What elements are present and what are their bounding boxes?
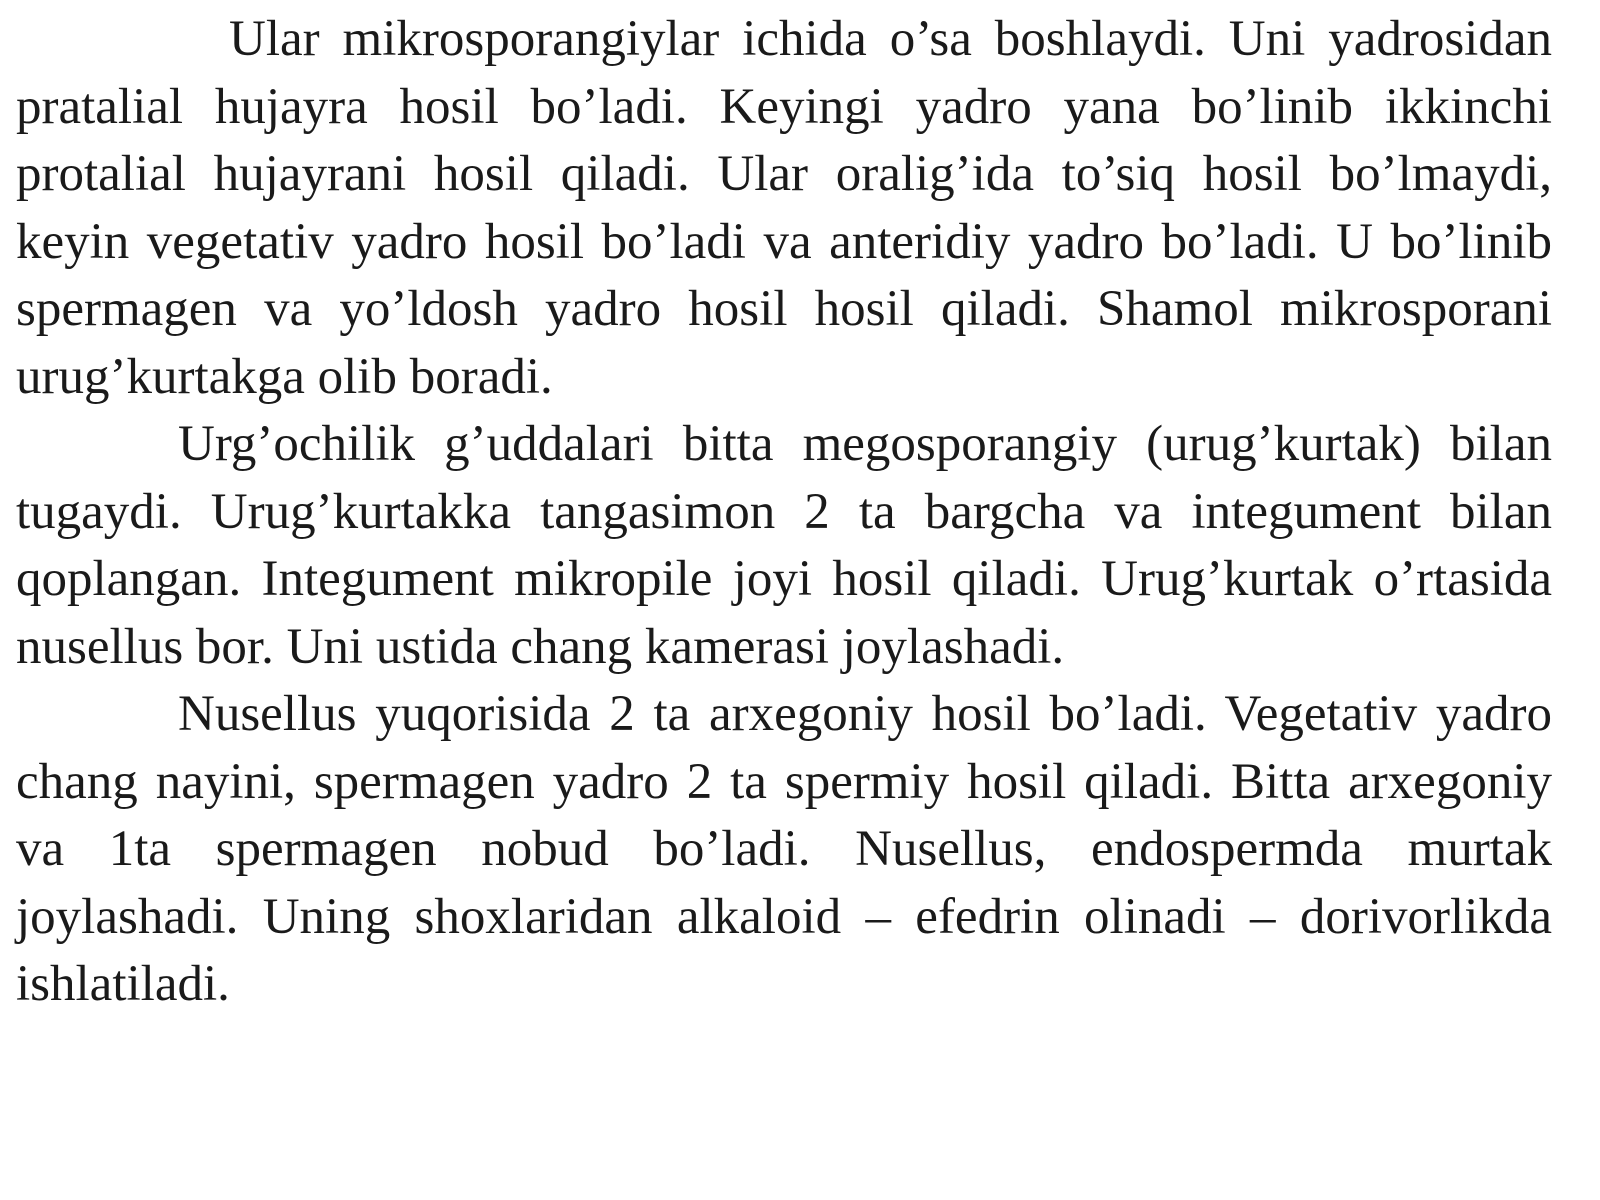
document-page xyxy=(16,6,1552,1019)
paragraph-fertilization-ephedrine: Nusellus yuqorisida 2 ta arxegoniy hosil bo’ladi. Vegetativ yadro chang nayini, spermagen yadro 2 ta spermiy hosil qiladi. Bitta arxegoniy va 1ta spermagen nobud bo’ladi. Nusellus, endospermda murtak joylashadi. Uning shoxlaridan alkaloid – efedrin olinadi – dorivorlikda ishlatiladi. xyxy=(16,686,1552,1012)
paragraph-microspore-development: Ular mikrosporangiylar ichida o’sa boshlaydi. Uni yadrosidan pratalial hujayra hosil bo’ladi. Keyingi yadro yana bo’linib ikkinchi protalial hujayrani hosil qiladi. Ular oralig’ida to’siq hosil bo’lmaydi, keyin vegetativ yadro hosil bo’ladi va anteridiy yadro bo’ladi. U bo’linib spermagen va yo’ldosh yadro hosil hosil qiladi. Shamol mikrosporani urug’kurtakga olib boradi. xyxy=(16,11,1552,405)
paragraph-ovule-structure: Urg’ochilik g’uddalari bitta megosporangiy (urug’kurtak) bilan tugaydi. Urug’kurtakka tangasimon 2 ta bargcha va integument bilan qoplangan. Integument mikropile joyi hosil qiladi. Urug’kurtak o’rtasida nusellus bor. Uni ustida chang kamerasi joylashadi. xyxy=(16,416,1552,675)
